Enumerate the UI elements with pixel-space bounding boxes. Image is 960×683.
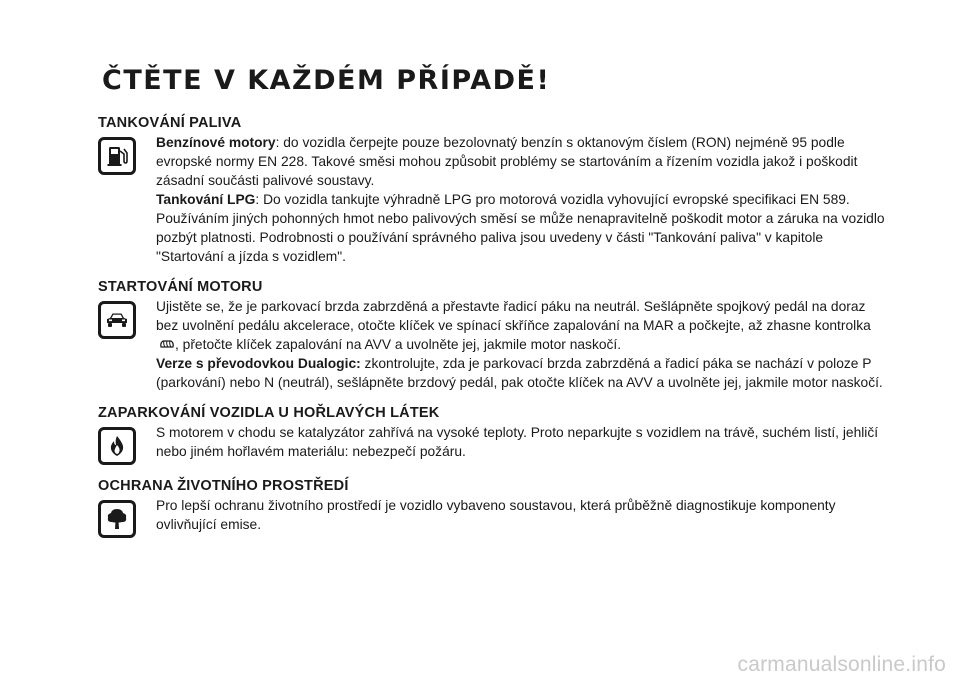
bold-term: Verze s převodovkou Dualogic:	[156, 356, 361, 371]
page-title: ČTĚTE V KAŽDÉM PŘÍPADĚ!	[102, 65, 551, 96]
section-heading: TANKOVÁNÍ PALIVA	[98, 115, 242, 131]
section-heading: ZAPARKOVÁNÍ VOZIDLA U HOŘLAVÝCH LÁTEK	[98, 405, 440, 421]
paragraph-text: : do vozidla čerpejte pouze bezolovnatý benzín s oktanovým číslem (RON) nejméně 95 podle evropské normy EN 228. Takové směsi mohou způsobit problémy se startováním a řízením vozidla jakož i poškodit zásadní součásti palivové soustavy.	[156, 135, 858, 188]
paragraph-text: , přetočte klíček zapalování na AVV a uvolněte jej, jakmile motor naskočí.	[175, 337, 622, 352]
section-fuel	[98, 114, 888, 266]
paragraph	[156, 190, 888, 266]
paragraph-text: Ujistěte se, že je parkovací brzda zabrzděná a přestavte řadicí páku na neutrál. Sešlápněte spojkový pedál na doraz bez uvolnění pedálu akcelerace, otočte klíček ve spínací skříňce zapalování na MAR a počkejte, až zhasne kontrolka	[156, 299, 871, 333]
section-environment	[98, 477, 888, 538]
paragraph-text: : Do vozidla tankujte výhradně LPG pro motorová vozidla vyhovující evropské specifikaci EN 589. Používáním jiných pohonných hmot nebo palivových směsí se může nenapravitelně poškodit motor a záruka na vozidlo pozbýt platnosti. Podrobnosti o používání správného paliva jsou uvedeny v části "Tankování paliva" v kapitole "Startování a jízda s vozidlem".	[156, 192, 885, 264]
section-flammable-parking	[98, 404, 888, 465]
fuel-pump-icon	[98, 137, 136, 175]
paragraph-text: Pro lepší ochranu životního prostředí je vozidlo vybaveno soustavou, která průběžně diagnostikuje komponenty ovlivňující emise.	[156, 498, 836, 532]
bold-term: Benzínové motory	[156, 135, 276, 150]
glow-plug-warning-icon	[159, 336, 175, 348]
bold-term: Tankování LPG	[156, 192, 256, 207]
paragraph-text: zkontrolujte, zda je parkovací brzda zabrzděná a řadicí páka se nachází v poloze P (parkování) nebo N (neutrál), sešlápněte brzdový pedál, pak otočte klíček na AVV a uvolněte jej, jakmile motor naskočí.	[156, 356, 883, 390]
paragraph	[156, 354, 888, 392]
page-content	[98, 64, 888, 550]
section-engine-start	[98, 278, 888, 392]
tree-icon	[98, 500, 136, 538]
paragraph-text: S motorem v chodu se katalyzátor zahřívá na vysoké teploty. Proto neparkujte s vozidlem na trávě, suchém listí, jehličí nebo jiném hořlavém materiálu: nebezpečí požáru.	[156, 425, 879, 459]
car-icon	[98, 301, 136, 339]
section-heading: STARTOVÁNÍ MOTORU	[98, 279, 263, 295]
watermark: carmanualsonline.info	[737, 653, 946, 676]
paragraph	[156, 133, 888, 190]
paragraph	[156, 297, 888, 354]
section-heading: OCHRANA ŽIVOTNÍHO PROSTŘEDÍ	[98, 478, 349, 494]
flame-icon	[98, 427, 136, 465]
